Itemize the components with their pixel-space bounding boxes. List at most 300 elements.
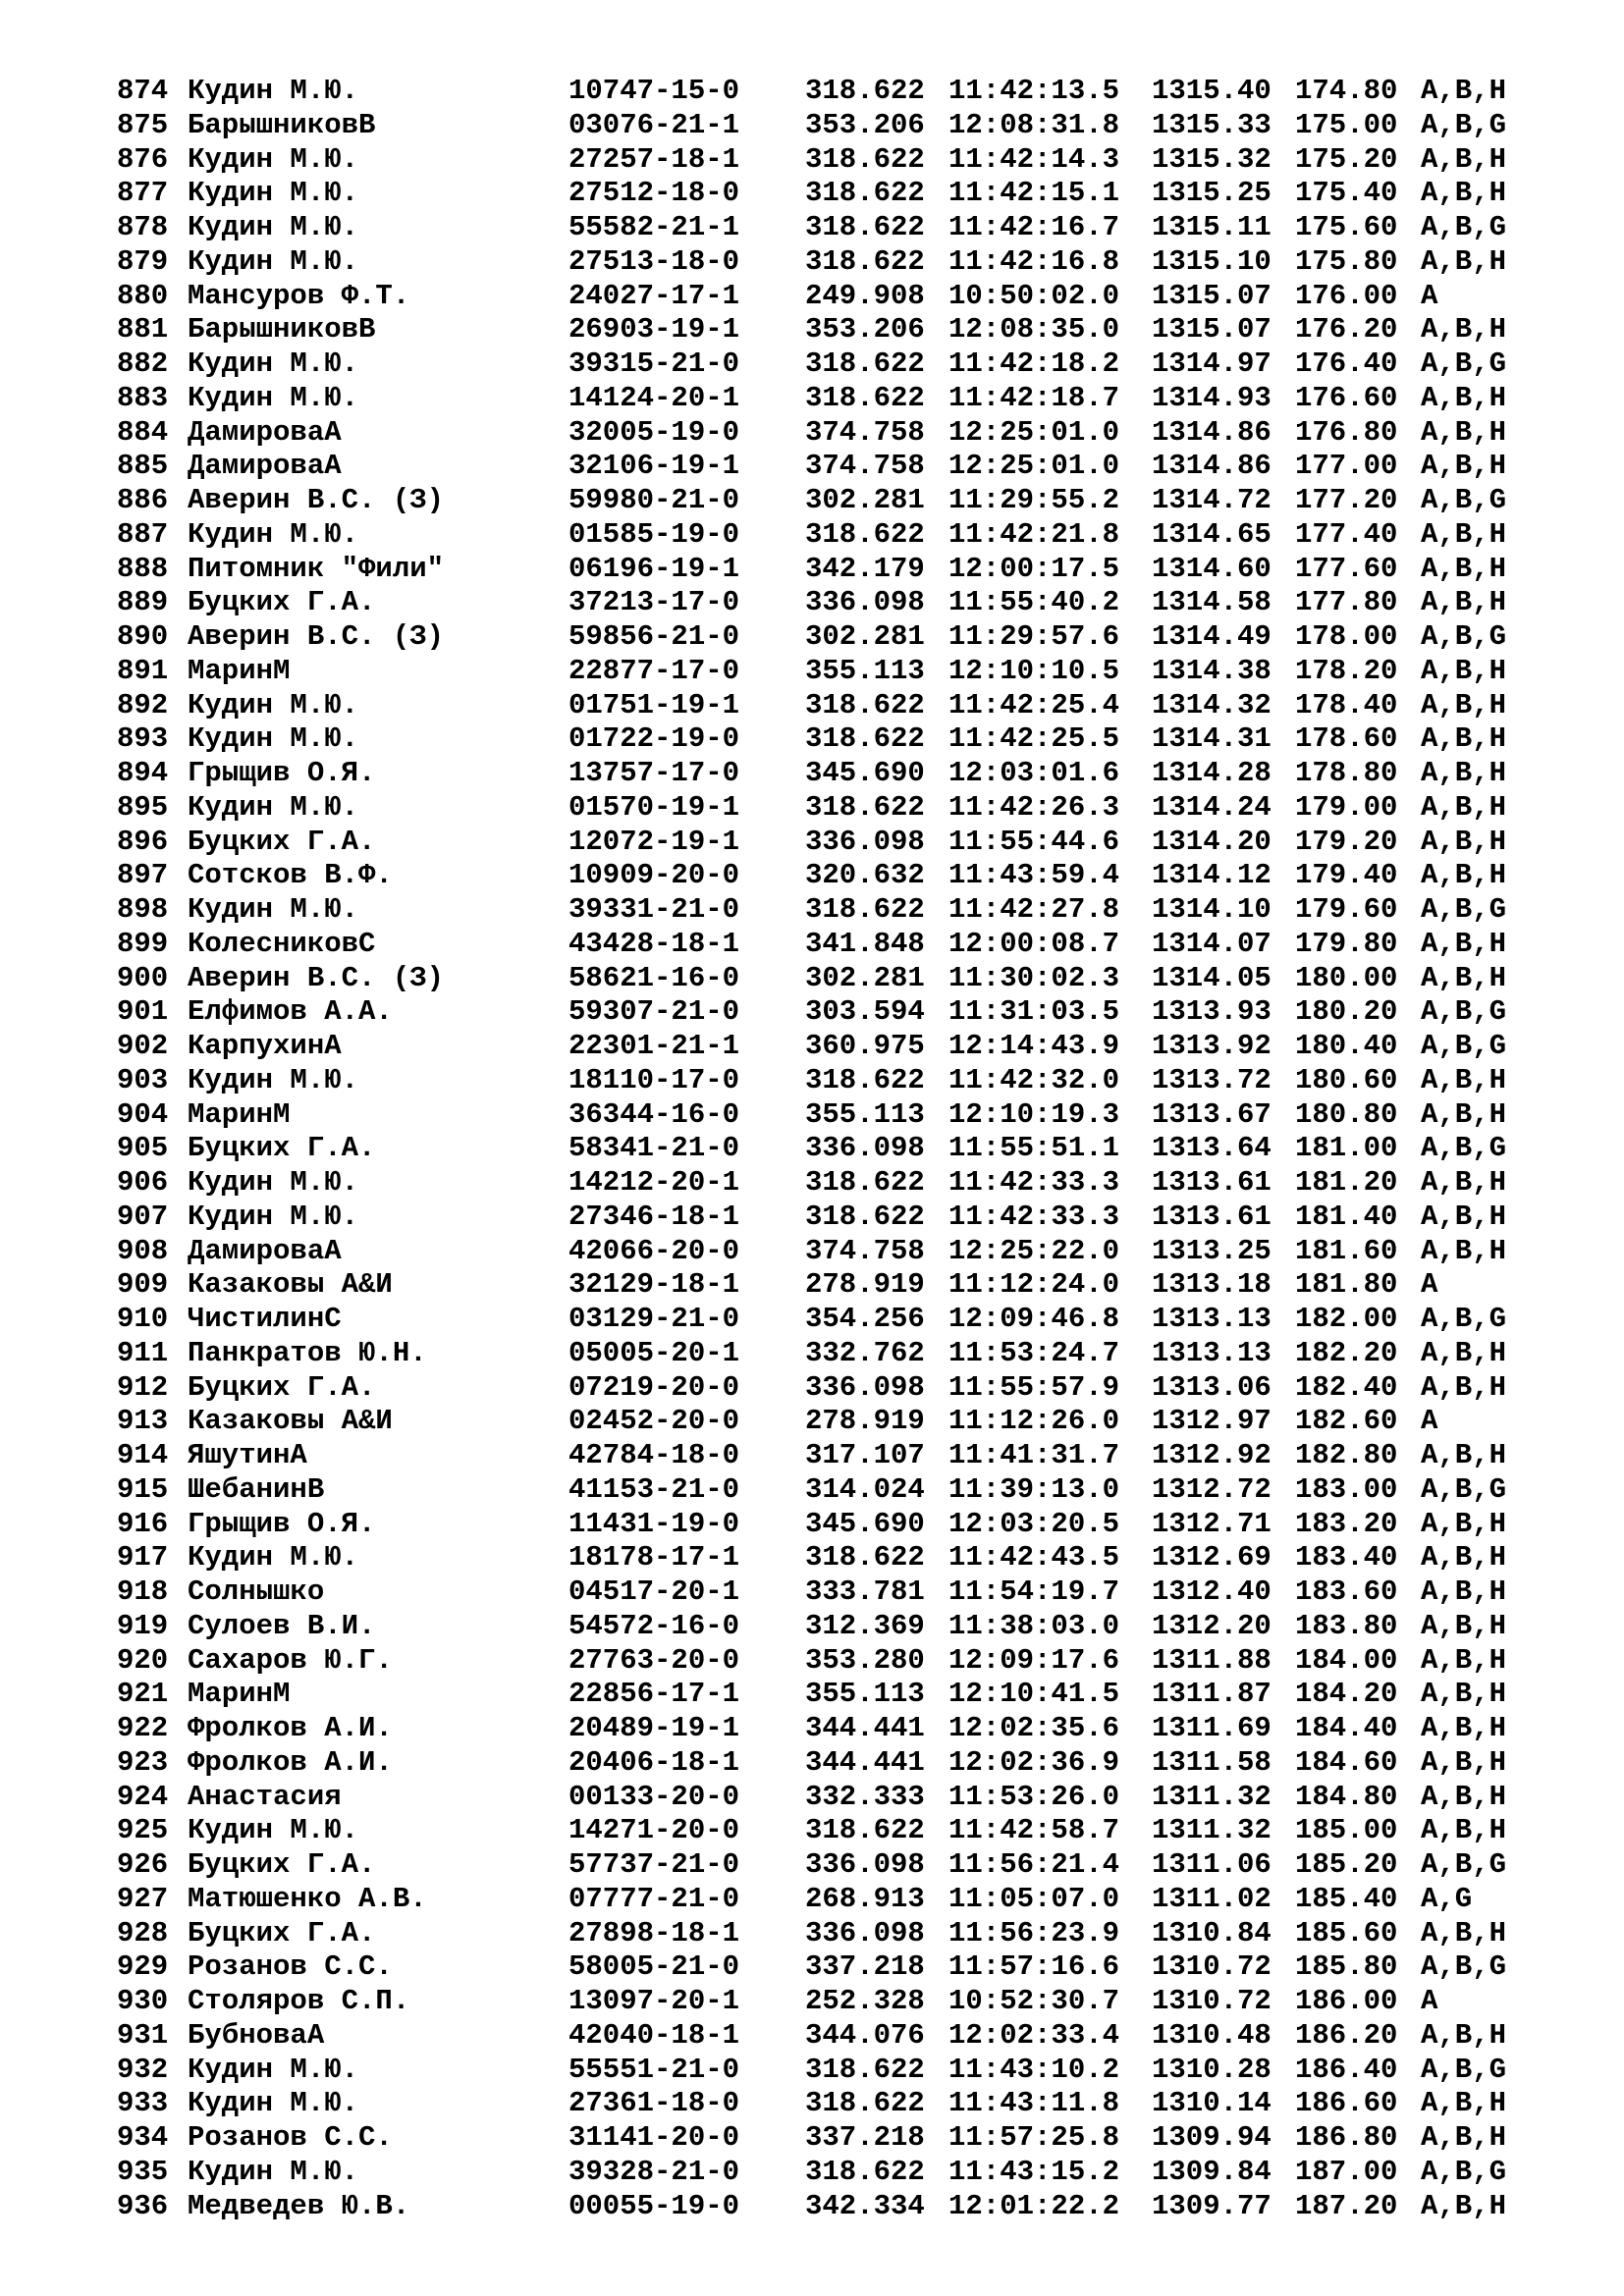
category-codes: A,B,G [1421,1950,1507,1984]
speed-value: 1314.24 [1152,790,1272,824]
fancier-name: Матюшенко А.В. [188,1882,427,1915]
fancier-name: Розанов С.С. [188,2121,393,2154]
distance-km: 341.848 [805,927,925,960]
ring-number: 06196-19-1 [568,552,740,585]
distance-km: 360.975 [805,1030,925,1062]
table-row [117,1508,1548,1542]
category-codes: A,B,H [1421,2087,1507,2120]
ring-number: 05005-20-1 [568,1336,740,1369]
fancier-name: КарпухинА [188,1030,342,1062]
category-codes: A,B,H [1421,927,1507,960]
position-number: 919 [117,1609,169,1642]
table-row [117,1644,1548,1679]
arrival-time: 11:42:27.8 [948,893,1120,926]
speed-value: 1311.69 [1152,1712,1272,1744]
table-row [117,211,1548,245]
table-row [117,1439,1548,1473]
points-value: 177.80 [1295,586,1398,619]
speed-value: 1309.77 [1152,2189,1272,2222]
speed-value: 1309.84 [1152,2155,1272,2188]
fancier-name: Сулоев В.И. [188,1609,376,1642]
arrival-time: 11:54:19.7 [948,1575,1120,1608]
points-value: 181.00 [1295,1132,1398,1165]
position-number: 875 [117,108,169,141]
table-row [117,893,1548,928]
position-number: 889 [117,586,169,619]
ring-number: 02452-20-0 [568,1405,740,1438]
fancier-name: Кудин М.Ю. [188,893,359,926]
distance-km: 303.594 [805,995,925,1029]
speed-value: 1310.28 [1152,2053,1272,2086]
speed-value: 1315.32 [1152,142,1272,176]
category-codes: A,B,G [1421,211,1507,243]
fancier-name: БубноваА [188,2018,325,2052]
points-value: 187.20 [1295,2189,1398,2222]
position-number: 921 [117,1678,169,1711]
points-value: 186.20 [1295,2018,1398,2052]
arrival-time: 12:00:08.7 [948,927,1120,960]
ring-number: 03129-21-0 [568,1303,740,1335]
arrival-time: 11:56:21.4 [948,1848,1120,1881]
category-codes: A,B,H [1421,313,1507,347]
table-row [117,1883,1548,1917]
ring-number: 42066-20-0 [568,1234,740,1267]
distance-km: 318.622 [805,2087,925,2120]
fancier-name: МаринМ [188,1097,291,1131]
category-codes: A,B,H [1421,1234,1507,1267]
points-value: 182.80 [1295,1439,1398,1471]
table-row [117,689,1548,723]
table-row [117,1132,1548,1166]
arrival-time: 10:52:30.7 [948,1985,1120,2017]
position-number: 903 [117,1063,169,1096]
arrival-time: 12:25:22.0 [948,1234,1120,1267]
table-row [117,1985,1548,2019]
distance-km: 318.622 [805,75,925,107]
fancier-name: ДамироваА [188,415,342,449]
ring-number: 07777-21-0 [568,1882,740,1915]
points-value: 184.80 [1295,1780,1398,1813]
points-value: 175.20 [1295,142,1398,176]
points-value: 179.40 [1295,859,1398,892]
fancier-name: МаринМ [188,1678,291,1711]
ring-number: 31141-20-0 [568,2121,740,2154]
fancier-name: Медведев Ю.В. [188,2189,410,2222]
arrival-time: 11:42:21.8 [948,517,1120,551]
arrival-time: 11:12:24.0 [948,1268,1120,1302]
position-number: 881 [117,313,169,347]
ring-number: 59856-21-0 [568,620,740,653]
position-number: 918 [117,1575,169,1608]
speed-value: 1315.10 [1152,244,1272,278]
fancier-name: Кудин М.Ю. [188,1063,359,1096]
fancier-name: ШебанинВ [188,1472,325,1506]
speed-value: 1310.72 [1152,1950,1272,1984]
position-number: 892 [117,688,169,721]
fancier-name: Буцких Г.А. [188,1370,376,1404]
points-value: 179.20 [1295,825,1398,858]
fancier-name: ЯшутинА [188,1439,307,1471]
ring-number: 13757-17-0 [568,757,740,789]
speed-value: 1312.71 [1152,1507,1272,1540]
category-codes: A,B,G [1421,108,1507,141]
arrival-time: 11:53:24.7 [948,1336,1120,1369]
ring-number: 00133-20-0 [568,1780,740,1813]
position-number: 888 [117,552,169,585]
position-number: 924 [117,1780,169,1813]
fancier-name: Анастасия [188,1780,342,1813]
position-number: 932 [117,2053,169,2086]
points-value: 175.00 [1295,108,1398,141]
speed-value: 1314.72 [1152,484,1272,516]
points-value: 175.60 [1295,211,1398,243]
position-number: 904 [117,1097,169,1131]
fancier-name: Кудин М.Ю. [188,211,359,243]
position-number: 925 [117,1814,169,1847]
position-number: 878 [117,211,169,243]
arrival-time: 12:02:36.9 [948,1745,1120,1779]
arrival-time: 11:42:26.3 [948,790,1120,824]
points-value: 178.80 [1295,757,1398,789]
fancier-name: Сахаров Ю.Г. [188,1643,393,1677]
points-value: 183.20 [1295,1507,1398,1540]
points-value: 182.00 [1295,1303,1398,1335]
category-codes: A,B,H [1421,381,1507,414]
table-row [117,484,1548,518]
speed-value: 1311.88 [1152,1643,1272,1677]
ring-number: 58621-16-0 [568,961,740,994]
table-row [117,280,1548,314]
arrival-time: 11:38:03.0 [948,1609,1120,1642]
category-codes: A,B,H [1421,1678,1507,1711]
category-codes: A,B,H [1421,75,1507,107]
points-value: 180.40 [1295,1030,1398,1062]
table-row [117,109,1548,143]
table-row [117,2019,1548,2054]
table-row [117,1201,1548,1235]
ring-number: 00055-19-0 [568,2189,740,2222]
fancier-name: Столяров С.П. [188,1985,410,2017]
position-number: 935 [117,2155,169,2188]
speed-value: 1315.25 [1152,177,1272,210]
ring-number: 58005-21-0 [568,1950,740,1984]
ring-number: 37213-17-0 [568,586,740,619]
points-value: 180.60 [1295,1063,1398,1096]
table-row [117,382,1548,416]
fancier-name: Кудин М.Ю. [188,2053,359,2086]
table-row [117,2087,1548,2121]
table-row [117,177,1548,211]
category-codes: A [1421,1405,1438,1438]
distance-km: 345.690 [805,757,925,789]
category-codes: A,B,G [1421,484,1507,516]
distance-km: 252.328 [805,1985,925,2017]
points-value: 186.40 [1295,2053,1398,2086]
ring-number: 18110-17-0 [568,1063,740,1096]
fancier-name: Кудин М.Ю. [188,177,359,210]
ring-number: 41153-21-0 [568,1472,740,1506]
table-row [117,416,1548,451]
ring-number: 54572-16-0 [568,1609,740,1642]
speed-value: 1314.20 [1152,825,1272,858]
table-row [117,1235,1548,1269]
category-codes: A [1421,279,1438,312]
table-row [117,722,1548,757]
position-number: 916 [117,1507,169,1540]
arrival-time: 11:39:13.0 [948,1472,1120,1506]
position-number: 891 [117,654,169,687]
speed-value: 1314.31 [1152,722,1272,756]
speed-value: 1312.97 [1152,1405,1272,1438]
arrival-time: 11:42:25.5 [948,722,1120,756]
fancier-name: Буцких Г.А. [188,586,376,619]
arrival-time: 12:10:41.5 [948,1678,1120,1711]
table-row [117,826,1548,860]
ring-number: 27512-18-0 [568,177,740,210]
category-codes: A,B,H [1421,450,1507,483]
position-number: 913 [117,1405,169,1438]
table-row [117,450,1548,484]
category-codes: A,B,H [1421,1507,1507,1540]
points-value: 184.20 [1295,1678,1398,1711]
position-number: 882 [117,347,169,380]
ring-number: 59307-21-0 [568,995,740,1029]
category-codes: A,B,H [1421,1575,1507,1608]
distance-km: 332.333 [805,1780,925,1813]
points-value: 180.20 [1295,995,1398,1029]
arrival-time: 11:42:16.8 [948,244,1120,278]
arrival-time: 11:31:03.5 [948,995,1120,1029]
arrival-time: 11:56:23.9 [948,1916,1120,1949]
ring-number: 24027-17-1 [568,279,740,312]
table-row [117,962,1548,996]
distance-km: 333.781 [805,1575,925,1608]
points-value: 185.60 [1295,1916,1398,1949]
speed-value: 1313.61 [1152,1200,1272,1233]
ring-number: 27257-18-1 [568,142,740,176]
points-value: 182.60 [1295,1405,1398,1438]
distance-km: 302.281 [805,620,925,653]
points-value: 183.00 [1295,1472,1398,1506]
points-value: 178.60 [1295,722,1398,756]
arrival-time: 12:14:43.9 [948,1030,1120,1062]
points-value: 184.00 [1295,1643,1398,1677]
distance-km: 318.622 [805,1814,925,1847]
category-codes: A,B,H [1421,1916,1507,1949]
category-codes: A,B,H [1421,1370,1507,1404]
speed-value: 1315.07 [1152,313,1272,347]
distance-km: 354.256 [805,1303,925,1335]
distance-km: 342.179 [805,552,925,585]
table-row [117,791,1548,826]
table-row [117,1678,1548,1712]
table-row [117,2121,1548,2156]
fancier-name: Буцких Г.А. [188,825,376,858]
category-codes: A,B,H [1421,517,1507,551]
category-codes: A,B,H [1421,961,1507,994]
speed-value: 1312.40 [1152,1575,1272,1608]
category-codes: A,B,H [1421,790,1507,824]
ring-number: 04517-20-1 [568,1575,740,1608]
position-number: 901 [117,995,169,1029]
fancier-name: БарышниковВ [188,313,376,347]
position-number: 917 [117,1541,169,1575]
fancier-name: Буцких Г.А. [188,1916,376,1949]
points-value: 185.20 [1295,1848,1398,1881]
position-number: 906 [117,1166,169,1199]
fancier-name: МаринМ [188,654,291,687]
points-value: 178.20 [1295,654,1398,687]
distance-km: 268.913 [805,1882,925,1915]
table-row [117,553,1548,587]
ring-number: 03076-21-1 [568,108,740,141]
distance-km: 320.632 [805,859,925,892]
category-codes: A,B,G [1421,1132,1507,1165]
ring-number: 27898-18-1 [568,1916,740,1949]
ring-number: 14271-20-0 [568,1814,740,1847]
points-value: 184.40 [1295,1712,1398,1744]
arrival-time: 11:42:25.4 [948,688,1120,721]
points-value: 181.60 [1295,1234,1398,1267]
distance-km: 353.206 [805,313,925,347]
ring-number: 42784-18-0 [568,1439,740,1471]
fancier-name: Кудин М.Ю. [188,688,359,721]
distance-km: 374.758 [805,415,925,449]
speed-value: 1314.38 [1152,654,1272,687]
table-row [117,1610,1548,1644]
table-row [117,1371,1548,1406]
position-number: 907 [117,1200,169,1233]
fancier-name: ДамироваА [188,450,342,483]
arrival-time: 12:08:35.0 [948,313,1120,347]
fancier-name: КолесниковС [188,927,376,960]
arrival-time: 12:10:19.3 [948,1097,1120,1131]
ring-number: 27361-18-0 [568,2087,740,2120]
distance-km: 302.281 [805,961,925,994]
ring-number: 27763-20-0 [568,1643,740,1677]
category-codes: A,B,H [1421,859,1507,892]
arrival-time: 11:42:33.3 [948,1200,1120,1233]
arrival-time: 12:03:01.6 [948,757,1120,789]
table-row [117,313,1548,347]
points-value: 181.20 [1295,1166,1398,1199]
category-codes: A,B,H [1421,757,1507,789]
table-row [117,1268,1548,1303]
ring-number: 59980-21-0 [568,484,740,516]
points-value: 182.40 [1295,1370,1398,1404]
position-number: 923 [117,1745,169,1779]
distance-km: 345.690 [805,1507,925,1540]
arrival-time: 11:05:07.0 [948,1882,1120,1915]
table-row [117,1848,1548,1883]
table-row [117,1781,1548,1815]
position-number: 933 [117,2087,169,2120]
fancier-name: Кудин М.Ю. [188,1541,359,1575]
position-number: 905 [117,1132,169,1165]
arrival-time: 11:43:59.4 [948,859,1120,892]
fancier-name: Фролков А.И. [188,1745,393,1779]
ring-number: 14124-20-1 [568,381,740,414]
ring-number: 32129-18-1 [568,1268,740,1302]
distance-km: 249.908 [805,279,925,312]
arrival-time: 11:43:15.2 [948,2155,1120,2188]
points-value: 181.80 [1295,1268,1398,1302]
position-number: 896 [117,825,169,858]
position-number: 886 [117,484,169,516]
distance-km: 318.622 [805,688,925,721]
table-row [117,1917,1548,1951]
distance-km: 318.622 [805,381,925,414]
distance-km: 318.622 [805,142,925,176]
category-codes: A,B,H [1421,1336,1507,1369]
table-row [117,1746,1548,1781]
speed-value: 1311.06 [1152,1848,1272,1881]
arrival-time: 12:02:33.4 [948,2018,1120,2052]
speed-value: 1313.13 [1152,1303,1272,1335]
ring-number: 32106-19-1 [568,450,740,483]
points-value: 178.40 [1295,688,1398,721]
speed-value: 1314.65 [1152,517,1272,551]
arrival-time: 12:25:01.0 [948,450,1120,483]
fancier-name: Казаковы А&И [188,1405,393,1438]
speed-value: 1314.49 [1152,620,1272,653]
arrival-time: 11:42:15.1 [948,177,1120,210]
category-codes: A,B,H [1421,1200,1507,1233]
fancier-name: Кудин М.Ю. [188,244,359,278]
category-codes: A [1421,1985,1438,2017]
arrival-time: 11:43:11.8 [948,2087,1120,2120]
points-value: 185.80 [1295,1950,1398,1984]
points-value: 176.40 [1295,347,1398,380]
ring-number: 43428-18-1 [568,927,740,960]
distance-km: 318.622 [805,1200,925,1233]
ring-number: 07219-20-0 [568,1370,740,1404]
category-codes: A,B,H [1421,2189,1507,2222]
distance-km: 336.098 [805,1132,925,1165]
speed-value: 1312.20 [1152,1609,1272,1642]
speed-value: 1315.07 [1152,279,1272,312]
table-row [117,1814,1548,1848]
category-codes: A,B,G [1421,995,1507,1029]
distance-km: 302.281 [805,484,925,516]
speed-value: 1314.86 [1152,450,1272,483]
ring-number: 55551-21-0 [568,2053,740,2086]
table-row [117,859,1548,893]
arrival-time: 11:42:33.3 [948,1166,1120,1199]
distance-km: 374.758 [805,450,925,483]
points-value: 176.00 [1295,279,1398,312]
ring-number: 27346-18-1 [568,1200,740,1233]
fancier-name: Кудин М.Ю. [188,1166,359,1199]
speed-value: 1313.13 [1152,1336,1272,1369]
position-number: 922 [117,1712,169,1744]
distance-km: 337.218 [805,1950,925,1984]
distance-km: 355.113 [805,654,925,687]
fancier-name: Кудин М.Ю. [188,142,359,176]
category-codes: A,B,H [1421,1712,1507,1744]
table-row [117,2156,1548,2190]
category-codes: A,B,H [1421,1780,1507,1813]
points-value: 177.20 [1295,484,1398,516]
ring-number: 22856-17-1 [568,1678,740,1711]
points-value: 186.80 [1295,2121,1398,2154]
arrival-time: 12:00:17.5 [948,552,1120,585]
speed-value: 1311.32 [1152,1814,1272,1847]
distance-km: 344.441 [805,1712,925,1744]
category-codes: A,B,H [1421,1745,1507,1779]
speed-value: 1313.93 [1152,995,1272,1029]
fancier-name: Елфимов А.А. [188,995,393,1029]
